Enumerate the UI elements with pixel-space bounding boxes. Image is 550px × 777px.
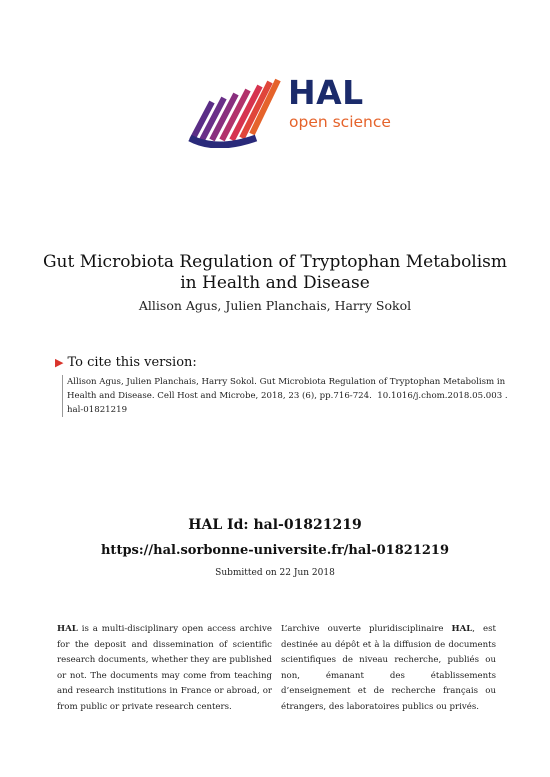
hal-logo-text: HAL	[288, 73, 364, 112]
paper-title	[0, 252, 550, 294]
citation-line-1: Allison Agus, Julien Planchais, Harry Sokol. Gut Microbiota Regulation of Tryptophan Metabolism in	[67, 377, 506, 387]
description-en-bold: HAL	[57, 624, 78, 634]
description-en	[57, 622, 272, 716]
submitted-date: Submitted on 22 Jun 2018	[215, 568, 335, 578]
description-fr-prefix: L’archive ouverte pluridisciplinaire	[281, 624, 452, 634]
description-fr	[281, 622, 496, 716]
citation-line-3: hal-01821219	[67, 405, 128, 415]
hal-logo	[186, 68, 396, 148]
cite-heading	[55, 355, 197, 370]
citation-block	[62, 375, 527, 417]
citation-line-2: Health and Disease. Cell Host and Microbe, 2018, 23 (6), pp.716-724. 10.1016/j.chom.2018.05.003 .	[67, 391, 508, 401]
paper-title-line-1: Gut Microbiota Regulation of Tryptophan Metabolism	[42, 252, 508, 272]
paper-title-line-2: in Health and Disease	[180, 273, 370, 293]
description-fr-bold: HAL	[451, 624, 473, 634]
hal-logo-tagline: open science	[289, 113, 391, 131]
description-fr-text: , est destinée au dépôt et à la diffusion de documents scientifiques de niveau recherche, publiés ou non, émanant des établissements d’enseignement et de recherche français ou étrangers, des laboratoires publics ou privés.	[281, 624, 496, 712]
paper-authors: Allison Agus, Julien Planchais, Harry Sokol	[138, 298, 412, 313]
description-en-text: is a multi-disciplinary open access archive for the deposit and dissemination of scientific research documents, whether they are published or not. The documents may come from teaching and research institutions in France or abroad, or from public or private research centers.	[57, 624, 272, 712]
cite-heading-label: To cite this version:	[67, 355, 197, 370]
triangle-right-icon: ▶	[55, 356, 64, 369]
hal-url-link[interactable]: https://hal.sorbonne-universite.fr/hal-01821219	[100, 543, 449, 558]
hal-fan-icon	[186, 68, 286, 148]
hal-id: HAL Id: hal-01821219	[188, 517, 362, 533]
